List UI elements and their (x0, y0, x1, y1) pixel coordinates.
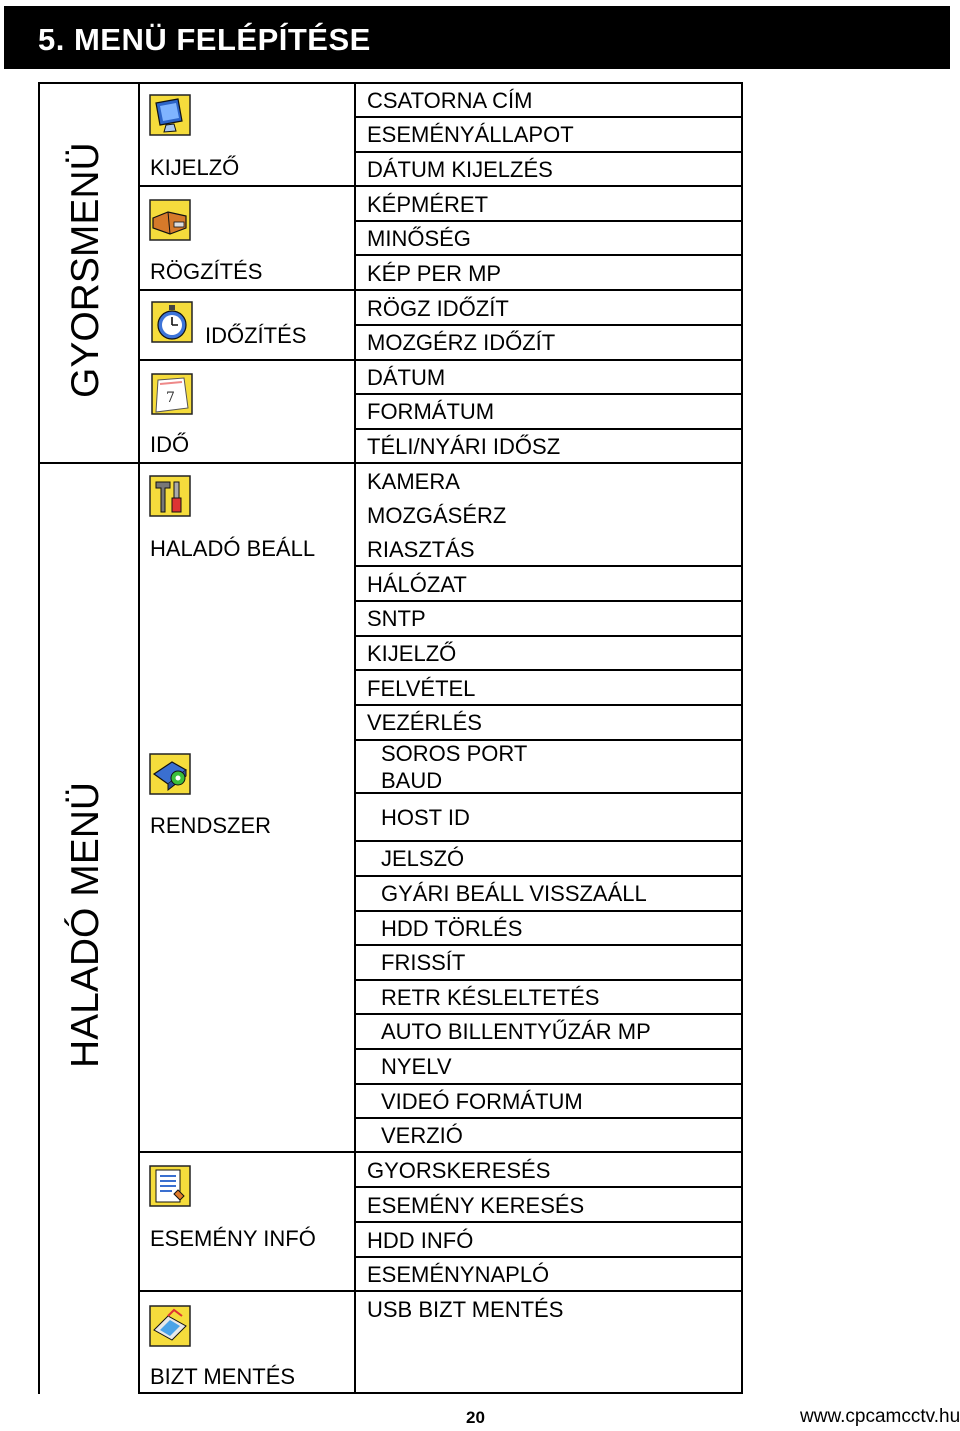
page-number: 20 (466, 1408, 485, 1427)
row-divider (354, 359, 743, 361)
row-divider (354, 289, 743, 291)
category-divider (138, 289, 356, 291)
quick-advanced-divider (38, 462, 743, 464)
page-header (4, 6, 950, 69)
row-divider (354, 1186, 743, 1188)
menu-item: KAMERA (367, 469, 460, 494)
system-gear-icon (148, 752, 192, 796)
menu-item: RIASZTÁS (367, 537, 475, 562)
menu-item: RÖGZ IDŐZÍT (367, 296, 509, 321)
category-divider (138, 1151, 356, 1153)
menu-item: CSATORNA CÍM (367, 88, 533, 113)
menu-item: FRISSÍT (381, 950, 466, 975)
event-list-icon (148, 1164, 192, 1208)
menu-item: GYÁRI BEÁLL VISSZAÁLL (381, 881, 647, 906)
row-divider (354, 704, 743, 706)
row-divider (354, 635, 743, 637)
menu-item: USB BIZT MENTÉS (367, 1297, 564, 1322)
row-divider (354, 1013, 743, 1015)
category-label-idozites: IDŐZÍTÉS (205, 323, 307, 348)
menu-item: ESEMÉNYÁLLAPOT (367, 122, 574, 147)
row-divider (354, 944, 743, 946)
row-divider (354, 565, 743, 567)
row-divider (354, 840, 743, 842)
category-column-left-border (138, 82, 140, 1394)
category-divider (138, 1290, 356, 1292)
quick-menu-label: GYORSMENÜ (64, 142, 107, 398)
menu-item: HDD INFÓ (367, 1228, 474, 1253)
table-top-border (38, 82, 743, 84)
row-divider (354, 600, 743, 602)
menu-item: VEZÉRLÉS (367, 710, 482, 735)
menu-item: MOZGÉRZ IDŐZÍT (367, 330, 556, 355)
row-divider (354, 1256, 743, 1258)
menu-item: FELVÉTEL (367, 676, 476, 701)
row-divider (354, 254, 743, 256)
menu-item: ESEMÉNY KERESÉS (367, 1193, 585, 1218)
category-label-kijelzo: KIJELZŐ (150, 155, 240, 180)
menu-item: SOROS PORT (381, 741, 528, 766)
menu-item: JELSZÓ (381, 846, 465, 871)
menu-item: ESEMÉNYNAPLÓ (367, 1262, 550, 1287)
row-divider (354, 979, 743, 981)
menu-item: SNTP (367, 606, 426, 631)
category-divider (138, 185, 356, 187)
items-column-right-border (741, 82, 743, 1394)
menu-item: TÉLI/NYÁRI IDŐSZ (367, 434, 561, 459)
camera-icon (148, 198, 192, 242)
menu-item: DÁTUM KIJELZÉS (367, 157, 553, 182)
row-divider (354, 185, 743, 187)
row-divider (354, 393, 743, 395)
row-divider (354, 428, 743, 430)
menu-item: KÉPMÉRET (367, 192, 489, 217)
row-divider (354, 1083, 743, 1085)
row-divider (354, 1151, 743, 1153)
row-divider (354, 324, 743, 326)
row-divider (354, 1221, 743, 1223)
menu-item: VERZIÓ (381, 1123, 463, 1148)
menu-item: KIJELZŐ (367, 641, 457, 666)
menu-item: HÁLÓZAT (367, 572, 467, 597)
row-divider (354, 1048, 743, 1050)
row-divider (354, 669, 743, 671)
row-divider (354, 875, 743, 877)
monitor-icon (148, 93, 192, 137)
svg-text:7: 7 (166, 390, 175, 406)
backup-icon (148, 1304, 192, 1348)
advanced-menu-label: HALADÓ MENÜ (64, 781, 107, 1068)
menu-item: RETR KÉSLELTETÉS (381, 985, 600, 1010)
menu-item: NYELV (381, 1054, 452, 1079)
menu-item: VIDEÓ FORMÁTUM (381, 1089, 583, 1114)
category-column-right-border (354, 82, 356, 1394)
category-label-halado-beall: HALADÓ BEÁLL (150, 536, 316, 561)
page-title: 5. MENÜ FELÉPÍTÉSE (38, 22, 371, 57)
menu-item: BAUD (381, 768, 443, 793)
menu-item: DÁTUM (367, 365, 446, 390)
category-label-bizt-mentes: BIZT MENTÉS (150, 1364, 296, 1389)
menu-item: KÉP PER MP (367, 261, 502, 286)
category-label-rendszer: RENDSZER (150, 813, 272, 838)
category-label-esemeny-info: ESEMÉNY INFÓ (150, 1226, 316, 1251)
outer-left-border (38, 82, 40, 1394)
table-bottom-border (138, 1392, 743, 1394)
tools-icon (148, 474, 192, 518)
category-label-rogzites: RÖGZÍTÉS (150, 259, 263, 284)
stopwatch-icon (150, 300, 194, 344)
menu-item: GYORSKERESÉS (367, 1158, 551, 1183)
menu-item: AUTO BILLENTYŰZÁR MP (381, 1019, 651, 1044)
category-label-ido: IDŐ (150, 432, 190, 457)
menu-item: MINŐSÉG (367, 226, 471, 251)
menu-item: HDD TÖRLÉS (381, 916, 523, 941)
menu-item: HOST ID (381, 805, 470, 830)
row-divider (354, 1290, 743, 1292)
row-divider (354, 910, 743, 912)
category-divider (138, 359, 356, 361)
calendar-icon (150, 372, 194, 416)
menu-item: MOZGÁSÉRZ (367, 503, 507, 528)
website-url: www.cpcamcctv.hu (800, 1406, 960, 1427)
menu-item: FORMÁTUM (367, 399, 495, 424)
row-divider (354, 1117, 743, 1119)
row-divider (354, 151, 743, 153)
row-divider (354, 116, 743, 118)
row-divider (354, 220, 743, 222)
